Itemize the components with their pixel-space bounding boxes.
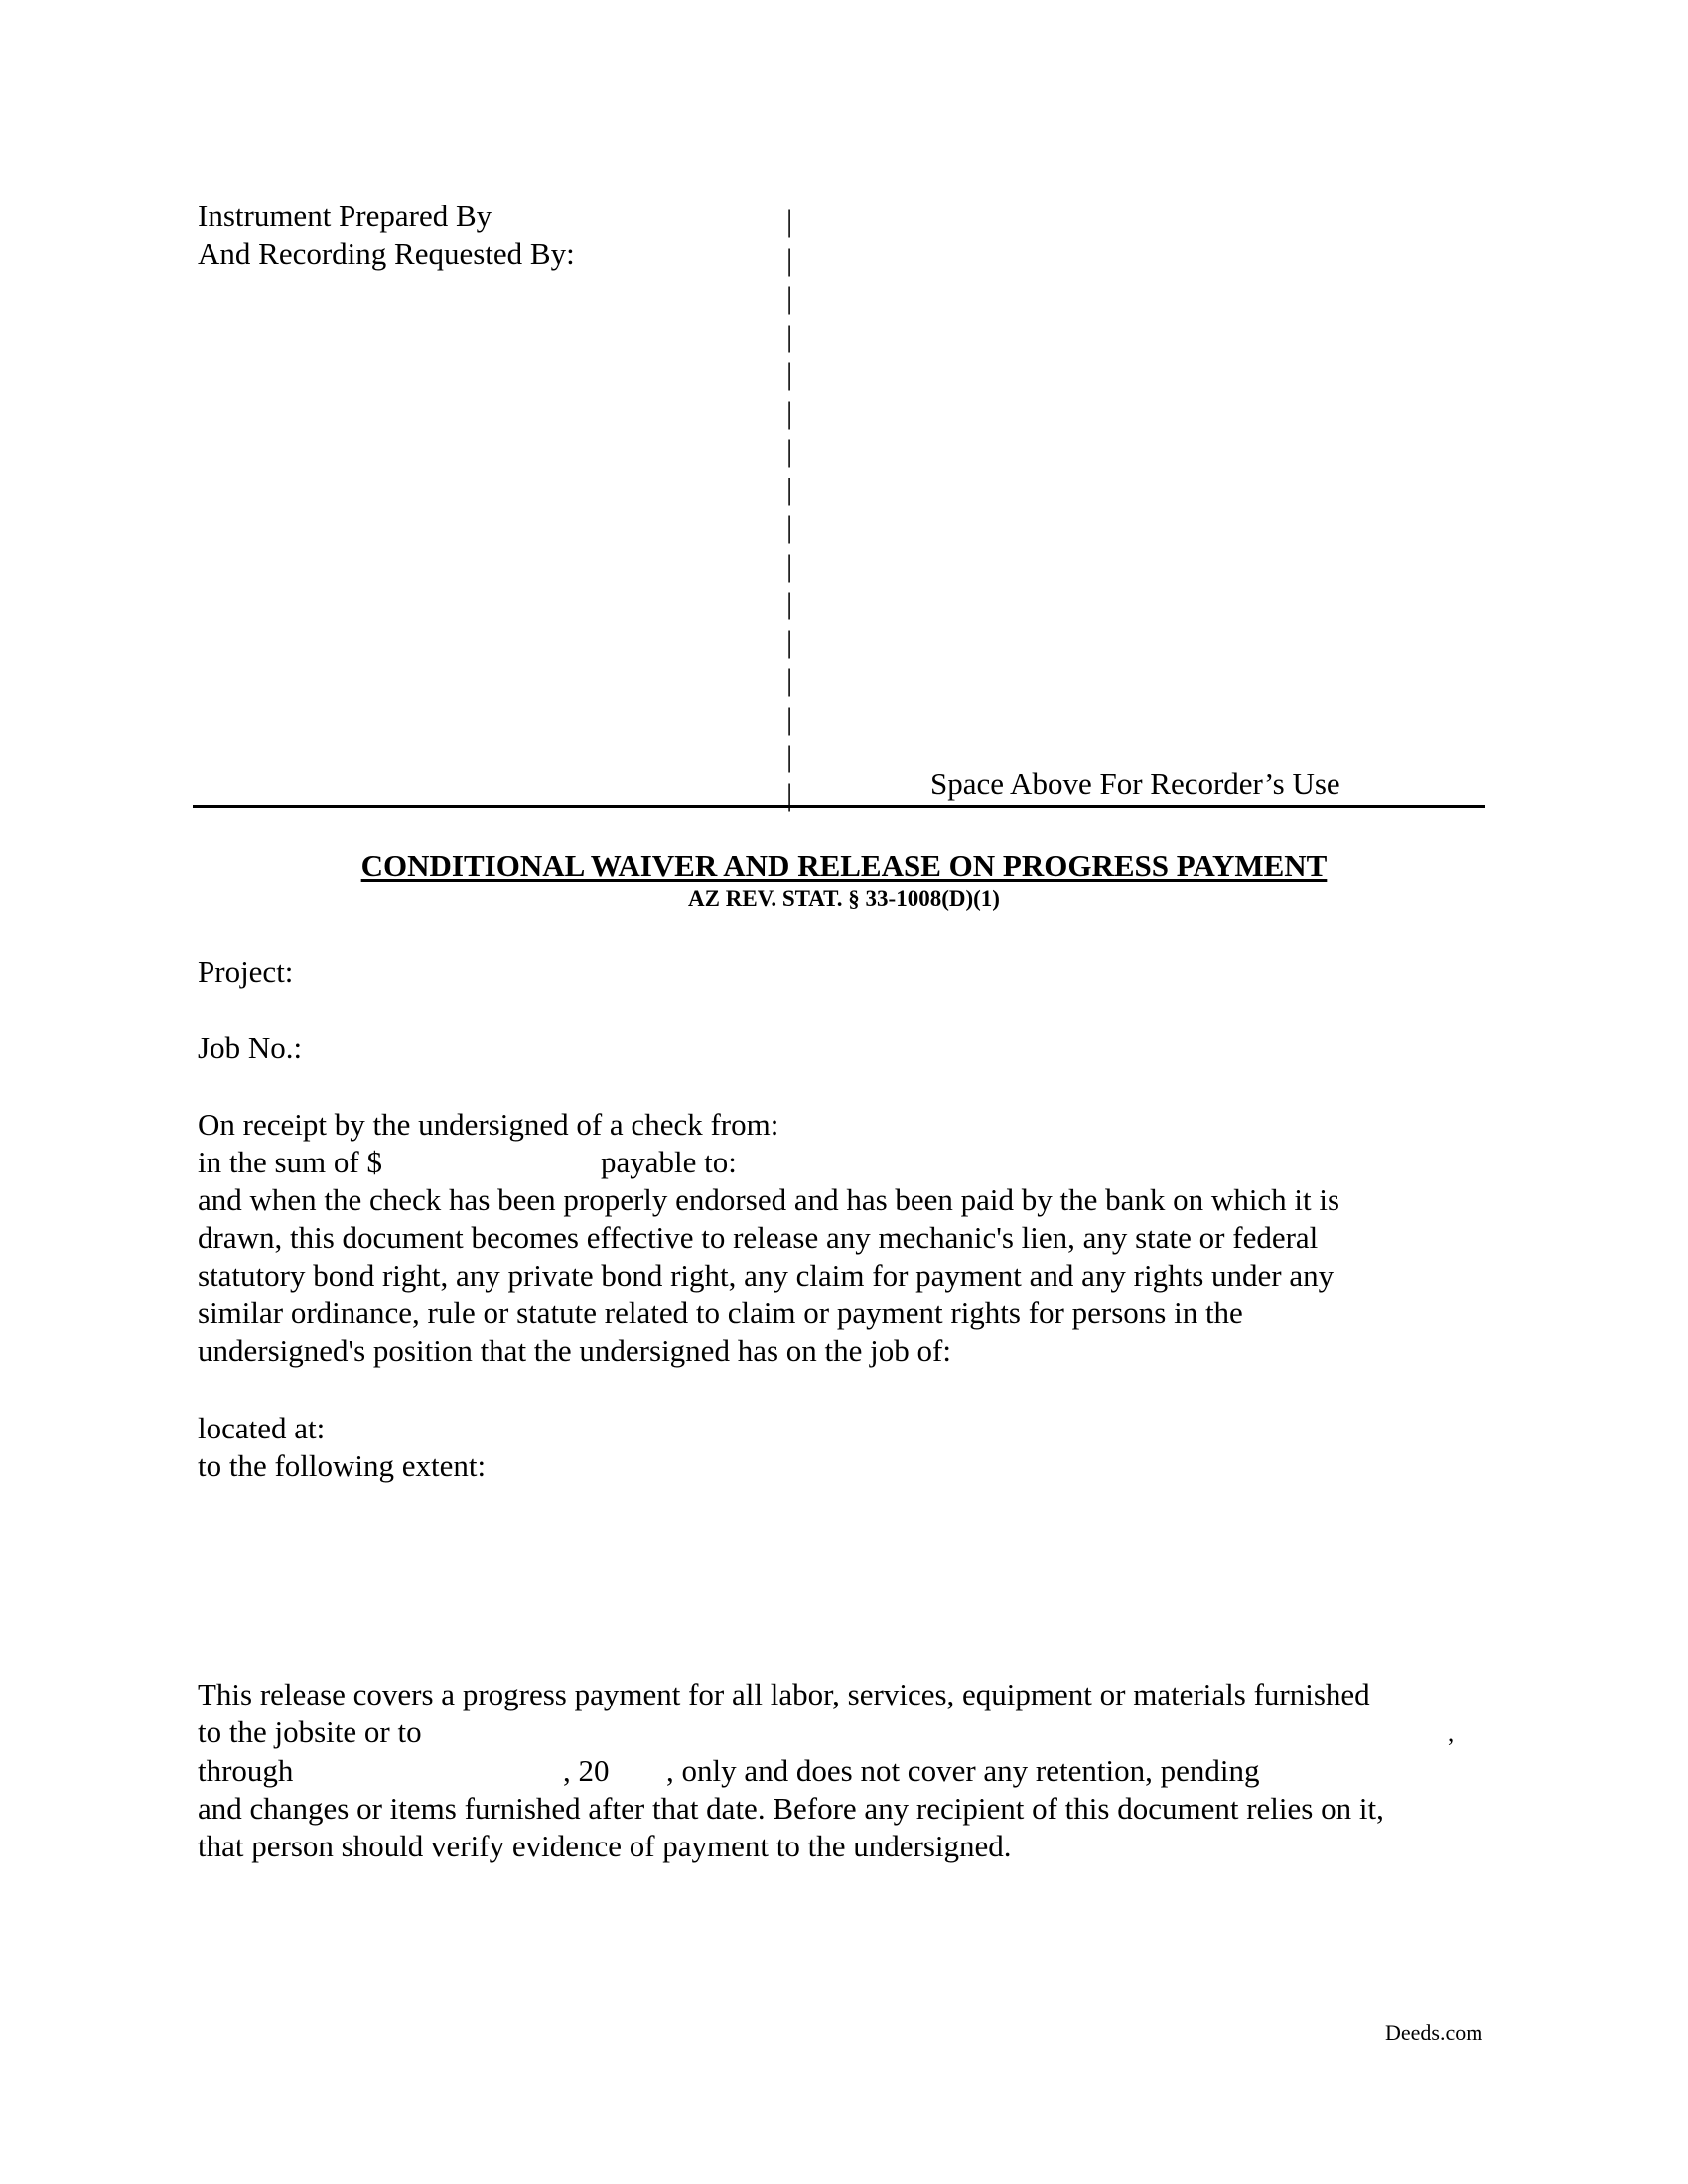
release-effect-paragraph: and when the check has been properly endorsed and has been paid by the bank on which it is drawn, this document becomes effective to release any mechanic's lien, any state or federal statutory bond right, any private bond right, any claim for payment and any rights under any similar ordinance, rule or statute related to claim or payment rights for persons in the undersigned's position that the undersigned has on the job of: — [198, 1182, 1340, 1368]
release-coverage-line-3: , only and does not cover any retention, pending — [666, 1753, 1260, 1788]
job-number-label: Job No.: — [198, 1030, 303, 1065]
statute-reference: AZ REV. STAT. § 33-1008(D)(1) — [688, 887, 1000, 911]
recorder-space-divider: | | | | | | | | | | | | | | | | — [786, 204, 793, 812]
document-title-text: CONDITIONAL WAIVER AND RELEASE ON PROGRESS PAYMENT — [360, 848, 1328, 883]
located-at-label: located at: — [198, 1411, 326, 1445]
payable-to-label: payable to: — [601, 1145, 737, 1179]
recorder-space-rule — [193, 805, 1485, 808]
release-coverage-line-2: to the jobsite or to — [198, 1714, 422, 1749]
sum-label: in the sum of $ — [198, 1145, 382, 1179]
release-coverage-line-4: and changes or items furnished after that date. Before any recipient of this document relies on it, — [198, 1791, 1384, 1826]
project-label: Project: — [198, 954, 294, 989]
release-coverage-line-1: This release covers a progress payment for all labor, services, equipment or materials furnished — [198, 1677, 1370, 1711]
document-title — [0, 847, 1688, 885]
release-coverage-comma: , — [1448, 1720, 1455, 1747]
through-label: through — [198, 1753, 294, 1788]
prepared-by-label: Instrument Prepared By — [198, 199, 492, 233]
release-coverage-line-5: that person should verify evidence of payment to the undersigned. — [198, 1829, 1012, 1863]
recorder-use-note: Space Above For Recorder’s Use — [930, 766, 1340, 801]
year-prefix: , 20 — [563, 1753, 610, 1788]
check-from-label: On receipt by the undersigned of a check from: — [198, 1107, 779, 1142]
footer-brand: Deeds.com — [1385, 2020, 1483, 2045]
recording-requested-by-label: And Recording Requested By: — [198, 236, 575, 271]
extent-label: to the following extent: — [198, 1448, 487, 1483]
